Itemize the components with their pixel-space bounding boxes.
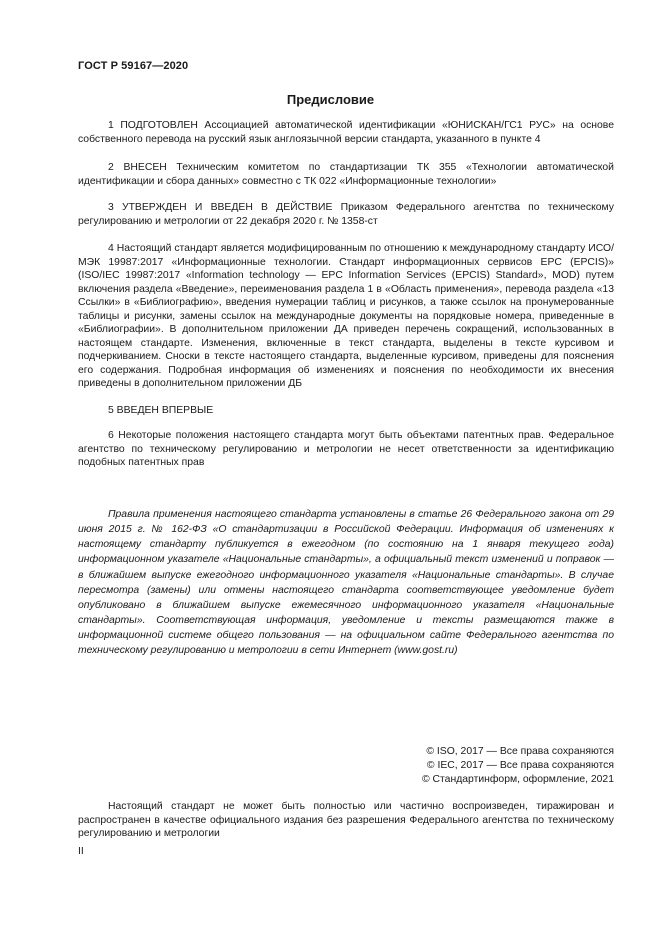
application-rules-notice: Правила применения настоящего стандарта установлены в статье 26 Федерального закона от 29 июня 2015 г. № 162-ФЗ «О стандартизации в Российской Федерации. Информация об изменениях к настоящему стандарту публикуется в ежегодном (по состоянию на 1 января текущего года) информационном указателе «Национальные стандарты», а официальный текст изменений и поправок — в ближайшем выпуске ежегодного информационного указателя «Национальные стандарты». В случае пересмотра (замены) или отмены настоящего стандарта соответствующее уведомление будет опубликовано в ближайшем выпуске ежемесячного информационного указателя «Национальные стандарты». Соответствующая информация, уведомление и тексты размещаются также в информационной системе общего пользования — на официальном сайте Федерального агентства по техническому регулированию и метрологии в сети Интернет (www.gost.ru) [78,509,614,657]
standard-code: ГОСТ Р 59167—2020 [78,60,189,72]
copyright-iso: © ISO, 2017 — Все права сохраняются [426,746,614,757]
copyright-iec: © IEC, 2017 — Все права сохраняются [426,760,614,771]
paragraph-approved: 3 УТВЕРЖДЕН И ВВЕДЕН В ДЕЙСТВИЕ Приказом Федерального агентства по техническому регулированию и метрологии от 22 декабря 2020 г. № 1358-ст [78,202,614,227]
copyright-block [422,745,614,787]
page-title: Предисловие [286,92,375,107]
paragraph-first-introduced: 5 ВВЕДЕН ВПЕРВЫЕ [108,405,214,416]
copyright-publisher: © Стандартинформ, оформление, 2021 [421,774,614,785]
reproduction-notice: Настоящий стандарт не может быть полностью или частично воспроизведен, тиражирован и распространен в качестве официального издания без разрешения Федерального агентства по техническому регулированию и метрологии [78,801,614,840]
paragraph-modification: 4 Настоящий стандарт является модифицированным по отношению к международному стандарту ИСО/МЭК 19987:2017 «Информационные технологии. Стандарт информационных сервисов EPC (EPCIS)» (ISO/IEC 19987:2017 «Information technology — EPC Information Services (EPCIS) Standard», MOD) путем включения раздела «Введение», переименования раздела 1 в «Область применения», перевода раздела «13 Ссылки» в «Библиографию», введения нумерации таблиц и рисунков, а также ссылок на пронумерованные таблицы и рисунки, замены ссылок на международные документы на порядковые номера, приведенные в «Библиографии». В дополнительном приложении ДА приведен перечень сокращений, использованных в настоящем стандарте. Изменения, включенные в текст стандарта, выделены в тексте курсивом и подчеркиванием. Сноски в тексте настоящего стандарта, выделенные курсивом, приведены для пояснения его содержания. Подробная информация об изменениях и пояснения по необходимости их внесения приведены в дополнительном приложении ДБ [78,243,614,390]
paragraph-prepared-by: 1 ПОДГОТОВЛЕН Ассоциацией автоматической идентификации «ЮНИСКАН/ГС1 РУС» на основе собственного перевода на русский язык англоязычной версии стандарта, указанного в пункте 4 [78,120,614,145]
paragraph-submitted-by: 2 ВНЕСЕН Техническим комитетом по стандартизации ТК 355 «Технологии автоматической идентификации и сбора данных» совместно с ТК 022 «Информационные технологии» [78,162,614,187]
paragraph-patent-rights: 6 Некоторые положения настоящего стандарта могут быть объектами патентных прав. Федеральное агентство по техническому регулированию и метрологии не несет ответственности за идентификацию подобных патентных прав [78,430,614,469]
page-number: II [78,846,84,857]
